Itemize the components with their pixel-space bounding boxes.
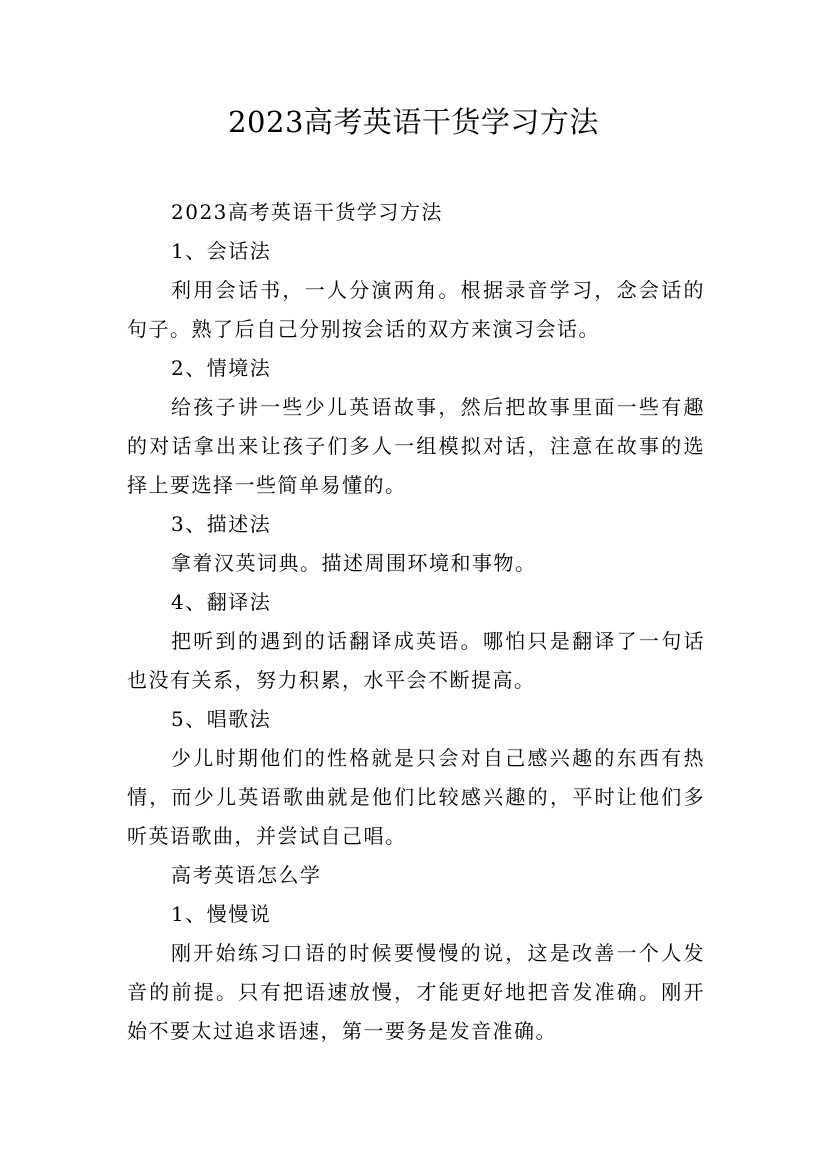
paragraph: 拿着汉英词典。描述周围环境和事物。 bbox=[171, 551, 537, 575]
paragraph: 把听到的遇到的话翻译成英语。哪怕只是翻译了一句话也没有关系，努力积累，水平会不断提高。 bbox=[127, 629, 705, 692]
section-heading: 1、会话法 bbox=[171, 239, 272, 263]
document-body bbox=[127, 193, 705, 1051]
section-heading: 4、翻译法 bbox=[171, 590, 272, 614]
paragraph-subtitle: 2023高考英语干货学习方法 bbox=[171, 200, 443, 224]
section-heading: 5、唱歌法 bbox=[171, 707, 272, 731]
document-title: 2023高考英语干货学习方法 bbox=[228, 105, 599, 139]
section-heading: 3、描述法 bbox=[171, 512, 272, 536]
section-heading: 2、情境法 bbox=[171, 356, 272, 380]
paragraph: 利用会话书，一人分演两角。根据录音学习，念会话的句子。熟了后自己分别按会话的双方来演习会话。 bbox=[127, 278, 705, 341]
paragraph: 给孩子讲一些少儿英语故事，然后把故事里面一些有趣的对话拿出来让孩子们多人一组模拟对话，注意在故事的选择上要选择一些简单易懂的。 bbox=[127, 395, 705, 497]
paragraph: 刚开始练习口语的时候要慢慢的说，这是改善一个人发音的前提。只有把语速放慢，才能更好地把音发准确。刚开始不要太过追求语速，第一要务是发音准确。 bbox=[127, 941, 705, 1043]
section-heading: 1、慢慢说 bbox=[171, 902, 272, 926]
paragraph: 少儿时期他们的性格就是只会对自己感兴趣的东西有热情，而少儿英语歌曲就是他们比较感兴趣的，平时让他们多听英语歌曲，并尝试自己唱。 bbox=[127, 746, 705, 848]
section-heading: 高考英语怎么学 bbox=[171, 863, 322, 887]
